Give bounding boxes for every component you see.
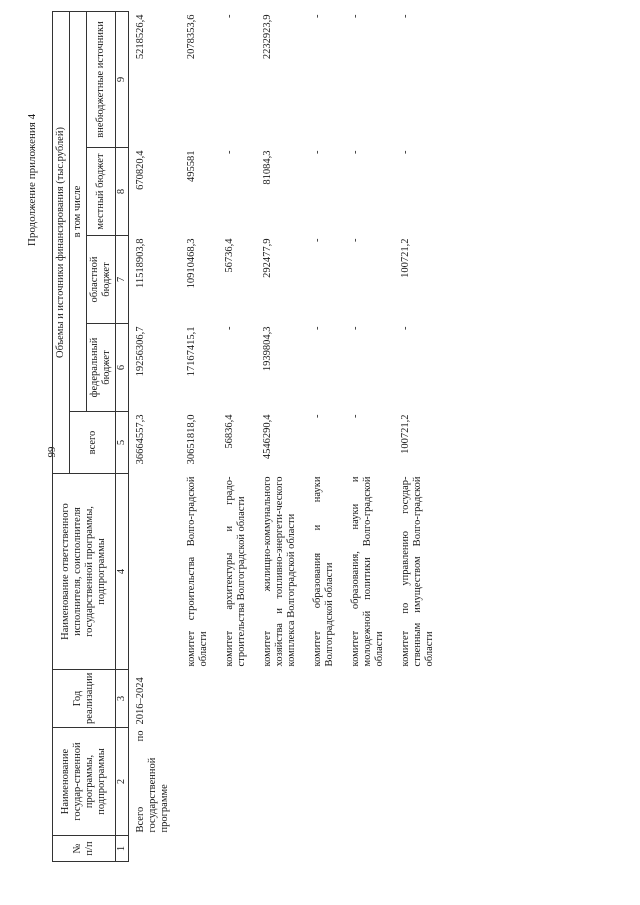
cell-extra: 2232923,9 <box>261 14 273 60</box>
cell-number <box>212 836 250 862</box>
cell-regional: - <box>311 238 323 242</box>
cell-number <box>174 836 212 862</box>
table-header <box>53 11 129 861</box>
cell-program <box>174 728 212 836</box>
cell-federal: 17167415,1 <box>185 326 197 377</box>
header-num: 2 <box>116 728 129 836</box>
header-total: всего <box>70 412 116 474</box>
continuation-label: Продолжение приложения 4 <box>26 113 38 247</box>
cell-program <box>388 728 438 836</box>
cell-federal: 19256306,7 <box>135 326 147 377</box>
header-col-program: Наименование государ-ственной программы, подпрограммы <box>53 728 116 836</box>
cell-federal: - <box>400 326 412 330</box>
table-row <box>338 11 388 861</box>
cell-regional: 56736,4 <box>223 238 235 273</box>
table-row <box>300 11 338 861</box>
cell-year <box>174 670 212 728</box>
cell-total: - <box>311 414 323 418</box>
cell-executor: комитет образования и науки Волгоградской области <box>311 476 335 667</box>
cell-executor: комитет архитектуры и градо-строительства Волгоградской области <box>223 476 247 667</box>
cell-total: 36664557,3 <box>135 414 147 465</box>
cell-total: 100721,2 <box>400 414 412 454</box>
header-col-year: Год реализации <box>53 670 116 728</box>
header-regional: областной бюджет <box>87 236 116 324</box>
cell-number <box>129 836 174 862</box>
cell-total: 30651818,0 <box>185 414 197 465</box>
header-col-executor: Наименование ответственного исполнителя, соисполнителя государственной программы, подпрограммы <box>53 474 116 670</box>
table-row <box>129 11 174 861</box>
cell-extra: - <box>223 14 235 18</box>
header-local: местный бюджет <box>87 148 116 236</box>
cell-year <box>300 670 338 728</box>
cell-executor: комитет строительства Волго-градской области <box>185 476 209 667</box>
header-num: 8 <box>116 148 129 236</box>
table-row <box>174 11 212 861</box>
header-num: 5 <box>116 412 129 474</box>
cell-executor: комитет образования, науки и молодежной политики Волго-градской области <box>350 476 386 667</box>
cell-extra: - <box>311 14 323 18</box>
cell-program <box>250 728 300 836</box>
table-body <box>129 11 439 861</box>
cell-federal: 1939804,3 <box>261 326 273 372</box>
cell-federal: - <box>311 326 323 330</box>
cell-year: 2016–2024 <box>135 677 147 725</box>
cell-executor <box>129 474 174 670</box>
cell-local: - <box>223 150 235 154</box>
cell-regional: 10910468,3 <box>185 238 197 289</box>
cell-year <box>250 670 300 728</box>
cell-local: 495581 <box>185 150 197 182</box>
header-num: 6 <box>116 324 129 412</box>
cell-local: - <box>400 150 412 154</box>
cell-regional: 292477,9 <box>261 238 273 278</box>
table-row <box>212 11 250 861</box>
cell-number <box>300 836 338 862</box>
header-including: в том числе <box>70 11 87 411</box>
cell-year <box>338 670 388 728</box>
header-col-number: № п/п <box>53 836 116 862</box>
cell-extra: 2078353,6 <box>185 14 197 60</box>
cell-executor: комитет по управлению государ-ственным имуществом Волго-градской области <box>400 476 436 667</box>
header-num: 9 <box>116 11 129 147</box>
cell-year <box>212 670 250 728</box>
cell-regional: - <box>350 238 362 242</box>
header-funding: Объемы и источники финансирования (тыс.рублей) <box>53 11 70 473</box>
cell-regional: 11518903,8 <box>135 238 147 288</box>
cell-local: - <box>311 150 323 154</box>
cell-local: 670820,4 <box>135 150 147 190</box>
table-row <box>388 11 438 861</box>
cell-executor: комитет жилищно-коммунального хозяйства и топливно-энергети-ческого комплекса Волгоградской области <box>261 476 297 667</box>
cell-extra: 5218526,4 <box>135 14 147 60</box>
header-extra: внебюджетные источники <box>87 11 116 147</box>
cell-total: - <box>350 414 362 418</box>
cell-federal: - <box>350 326 362 330</box>
cell-local: - <box>350 150 362 154</box>
cell-program <box>212 728 250 836</box>
cell-extra: - <box>350 14 362 18</box>
cell-total: 56836,4 <box>223 414 235 449</box>
cell-year <box>388 670 438 728</box>
cell-total: 4546290,4 <box>261 414 273 460</box>
cell-extra: - <box>400 14 412 18</box>
cell-program <box>338 728 388 836</box>
financing-table <box>52 11 438 862</box>
cell-number <box>338 836 388 862</box>
header-federal: федеральный бюджет <box>87 324 116 412</box>
cell-federal: - <box>223 326 235 330</box>
rotated-table-wrapper <box>52 12 612 862</box>
cell-regional: 100721,2 <box>400 238 412 278</box>
header-num: 4 <box>116 474 129 670</box>
table-row <box>250 11 300 861</box>
cell-program <box>300 728 338 836</box>
header-num: 1 <box>116 836 129 862</box>
cell-local: 81084,3 <box>261 150 273 185</box>
header-num: 3 <box>116 670 129 728</box>
cell-program: Всего по государственной программе <box>135 730 171 833</box>
header-num: 7 <box>116 236 129 324</box>
cell-number <box>250 836 300 862</box>
page-number: 99 <box>46 446 58 458</box>
cell-number <box>388 836 438 862</box>
